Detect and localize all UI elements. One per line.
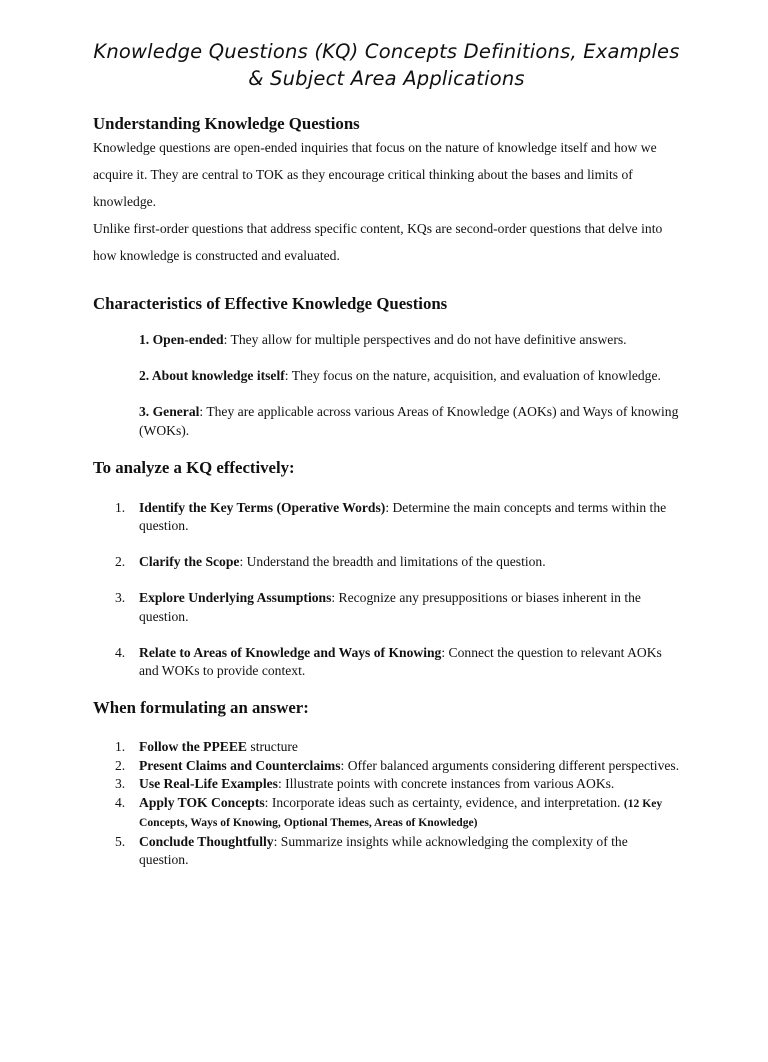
- paragraph-definition: Knowledge questions are open-ended inquiries that focus on the nature of knowledge itself and how we acquire it. They are central to TOK as they encourage critical thinking about the bases and limits of knowledge.: [93, 140, 657, 209]
- characteristics-list: [139, 331, 680, 440]
- item-number: 4.: [115, 794, 126, 810]
- item-label: Identify the Key Terms (Operative Words): [139, 499, 386, 515]
- list-item: [93, 589, 680, 626]
- item-text: structure: [247, 739, 298, 754]
- item-label: Present Claims and Counterclaims: [139, 757, 341, 773]
- list-item: [93, 757, 680, 776]
- item-label: Clarify the Scope: [139, 554, 240, 569]
- item-label: 2. About knowledge itself: [139, 368, 285, 383]
- item-text: : Determine the main concepts and terms within the question.: [139, 499, 667, 533]
- paragraph-second-order: Unlike first-order questions that address specific content, KQs are second-order questions that delve into how knowledge is constructed and evaluated.: [93, 221, 663, 263]
- list-item: [93, 775, 680, 794]
- section-heading-characteristics: Characteristics of Effective Knowledge Questions: [93, 294, 448, 313]
- item-label: Relate to Areas of Knowledge and Ways of Knowing: [139, 644, 442, 660]
- item-text: : Offer balanced arguments considering different perspectives.: [340, 757, 680, 773]
- list-item: [93, 553, 680, 572]
- item-text: : They are applicable across various Areas of Knowledge (AOKs) and Ways of knowing (WOKs).: [139, 404, 679, 438]
- section-heading-answer: When formulating an answer:: [93, 698, 309, 717]
- item-label: 1. Open-ended: [139, 332, 224, 347]
- item-text: : They allow for multiple perspectives and do not have definitive answers.: [223, 332, 627, 347]
- item-number: 1.: [115, 499, 126, 515]
- item-number: 2.: [115, 554, 126, 569]
- item-number: 2.: [115, 757, 126, 773]
- item-text: : Incorporate ideas such as certainty, evidence, and interpretation.: [264, 794, 624, 810]
- item-text: : Recognize any presuppositions or biases inherent in the question.: [139, 590, 641, 624]
- item-number: 3.: [115, 590, 126, 605]
- list-item: [93, 833, 680, 870]
- document-page: [0, 38, 768, 1062]
- item-label: Use Real-Life Examples: [139, 776, 278, 791]
- list-item: [139, 331, 680, 350]
- item-text: : Illustrate points with concrete instances from various AOKs.: [277, 776, 615, 791]
- list-item: [93, 499, 680, 536]
- list-item: [93, 794, 680, 833]
- item-number: 3.: [115, 776, 126, 791]
- list-item: [139, 367, 680, 386]
- answer-steps-list: [93, 738, 680, 870]
- page-title: Knowledge Questions (KQ) Concepts Definitions, Examples & Subject Area Applications: [93, 40, 680, 90]
- item-text: : Connect the question to relevant AOKs and WOKs to provide context.: [139, 644, 662, 678]
- analyze-steps-list: [93, 499, 680, 681]
- item-number: 4.: [115, 644, 126, 660]
- list-item: [93, 644, 680, 681]
- item-text: : Understand the breadth and limitations of the question.: [239, 554, 546, 569]
- item-number: 1.: [115, 739, 126, 754]
- item-label: Follow the PPEEE: [139, 739, 247, 754]
- item-number: 5.: [115, 833, 126, 849]
- list-item: [139, 403, 680, 440]
- item-label: Explore Underlying Assumptions: [139, 590, 332, 605]
- item-label: Apply TOK Concepts: [139, 794, 265, 810]
- list-item: [93, 738, 680, 757]
- item-label: Conclude Thoughtfully: [139, 833, 274, 849]
- item-text: : They focus on the nature, acquisition, and evaluation of knowledge.: [284, 368, 661, 383]
- section-heading-understanding: Understanding Knowledge Questions: [93, 114, 360, 133]
- section-heading-analyze: To analyze a KQ effectively:: [93, 457, 295, 477]
- item-extra-note: (12 Key Concepts, Ways of Knowing, Optional Themes, Areas of Knowledge): [139, 796, 663, 829]
- item-text: : Summarize insights while acknowledging the complexity of the question.: [139, 833, 628, 867]
- item-label: 3. General: [139, 404, 200, 419]
